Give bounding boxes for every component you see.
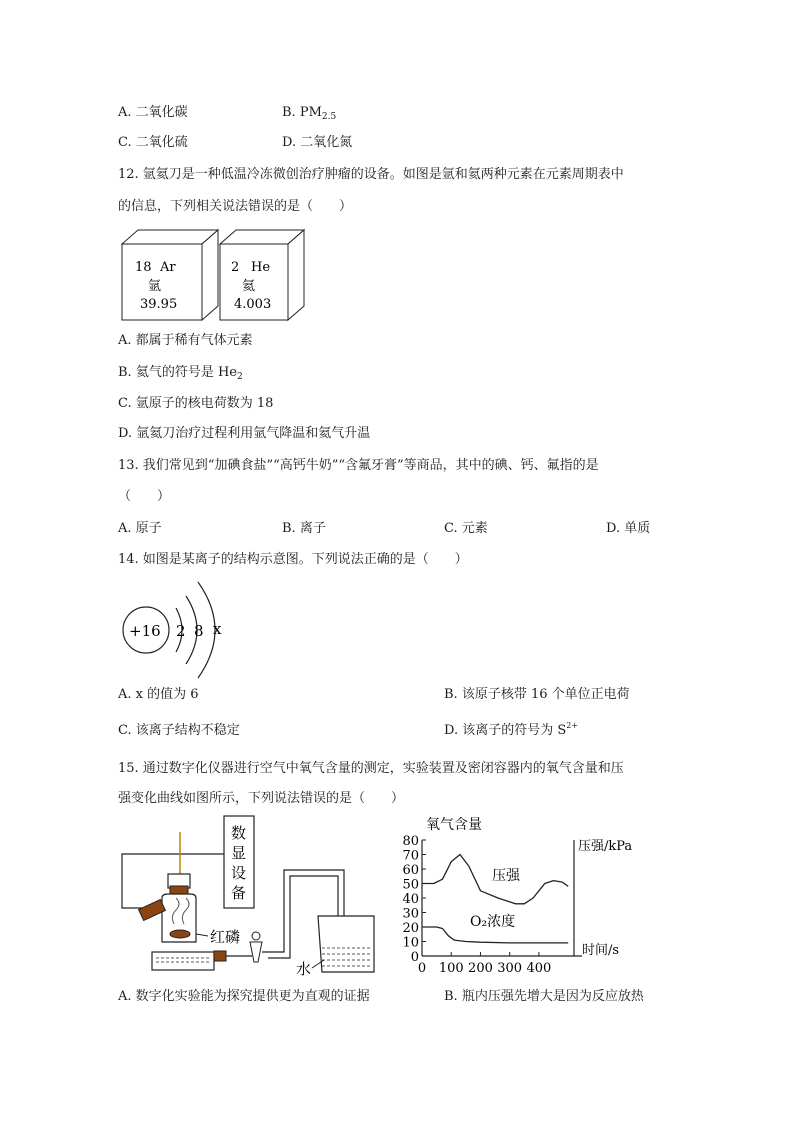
x-tick-label: 200: [468, 961, 493, 976]
q15-option-a: A. 数字化实验能为探究提供更为直观的证据: [118, 989, 370, 1004]
q13-option-d: D. 单质: [606, 521, 651, 536]
y-tick-label: 30: [402, 906, 419, 922]
argon-name: 氩: [148, 279, 162, 294]
q11-option-b: B. $PM_{2.5}$: [282, 105, 337, 122]
chart-ylabel-right: 压强/kPa: [578, 839, 633, 854]
q13-stem-line1: 13. 我们常见到“加碘食盐”“高钙牛奶”“含氟牙膏”等商品，其中的碘、钙、氟指的是: [118, 458, 599, 473]
q12-element-cards: [118, 226, 318, 326]
q14-option-c: C. 该离子结构不稳定: [118, 723, 240, 738]
q13-option-a: A. 原子: [118, 521, 162, 536]
q14-ion-structure-diagram: [118, 572, 238, 682]
side-stopper: [139, 899, 166, 920]
helium-name: 氦: [242, 279, 256, 294]
y-tick-label: 60: [402, 863, 419, 878]
q12-stem-line1: 12. 氩氦刀是一种低温冷冻微创治疗肿瘤的设备。如图是氩和氦两种元素在元素周期表中: [118, 167, 624, 182]
q12-stem-line2: 的信息，下列相关说法错误的是（ ）: [118, 199, 353, 214]
y-tick-label: 10: [402, 935, 419, 951]
element-card-argon: [122, 230, 218, 320]
q12-option-d: D. 氩氦刀治疗过程利用氩气降温和氦气升温: [118, 426, 371, 441]
q12-option-c: C. 氩原子的核电荷数为 18: [118, 396, 274, 411]
x-tick-label: 100: [438, 961, 464, 976]
q12-option-a: A. 都属于稀有气体元素: [118, 333, 253, 348]
element-card-helium: [220, 230, 304, 320]
q13-option-c: C. 元素: [444, 521, 488, 536]
q12-option-b: B. 氦气的符号是 $He_2$: [118, 365, 243, 382]
device-label-2: 显: [231, 844, 247, 862]
argon-symbol: Ar: [160, 260, 176, 275]
q15-stem-line2: 强变化曲线如图所示，下列说法错误的是（ ）: [118, 791, 405, 806]
q13-option-b: B. 离子: [282, 521, 326, 536]
water-label: 水: [296, 960, 312, 978]
series-label-o2: O₂浓度: [470, 914, 516, 930]
q11-option-d: D. 二氧化氮: [282, 135, 353, 150]
helium-mass: 4.003: [234, 297, 272, 312]
q15-option-b: B. 瓶内压强先增大是因为反应放热: [444, 989, 644, 1004]
helium-number: 2: [231, 260, 240, 275]
q13-stem-line2: （ ）: [118, 489, 171, 504]
chart-xlabel: 时间/s: [582, 943, 620, 958]
y-tick-label: 80: [402, 834, 419, 849]
q15-stem-line1: 15. 通过数字化仪器进行空气中氧气含量的测定，实验装置及密闭容器内的氧气含量和压: [118, 761, 624, 776]
shell3-electrons: x: [213, 620, 222, 638]
device-label-4: 备: [231, 884, 247, 902]
device-label-3: 设: [231, 864, 247, 882]
x-tick-label: 300: [497, 961, 523, 976]
q15-apparatus-diagram: [118, 812, 383, 984]
argon-mass: 39.95: [140, 297, 178, 312]
shell1-electrons: 2: [176, 622, 186, 640]
y-tick-label: 50: [402, 877, 419, 893]
q14-stem: 14. 如图是某离子的结构示意图。下列说法正确的是（ ）: [118, 552, 468, 567]
q14-option-d: D. 该离子的符号为 $S^{2+}$: [444, 721, 579, 738]
series-label-pressure: 压强: [492, 868, 520, 884]
q15-oxygen-pressure-chart: [392, 810, 672, 980]
q11-option-a: A. 二氧化碳: [118, 105, 188, 120]
argon-number: 18: [135, 260, 152, 275]
q14-option-b: B. 该原子核带 16 个单位正电荷: [444, 687, 630, 702]
nucleus-charge: +16: [129, 622, 161, 640]
x-tick-label: 0: [417, 961, 427, 976]
device-label-1: 数: [231, 824, 247, 842]
shell2-electrons: 8: [194, 622, 204, 640]
red-phosphorus-label: 红磷: [210, 928, 241, 946]
x-tick-label: 400: [526, 961, 552, 976]
y-tick-label: 40: [402, 892, 419, 907]
q11-option-c: C. 二氧化硫: [118, 135, 188, 150]
chart-ylabel-left: 氧气含量: [426, 817, 482, 833]
y-tick-label: 0: [410, 950, 419, 965]
y-tick-label: 20: [402, 921, 419, 936]
y-tick-label: 70: [402, 848, 419, 864]
q14-option-a: A. x 的值为 6: [118, 687, 199, 702]
helium-symbol: He: [251, 260, 271, 275]
